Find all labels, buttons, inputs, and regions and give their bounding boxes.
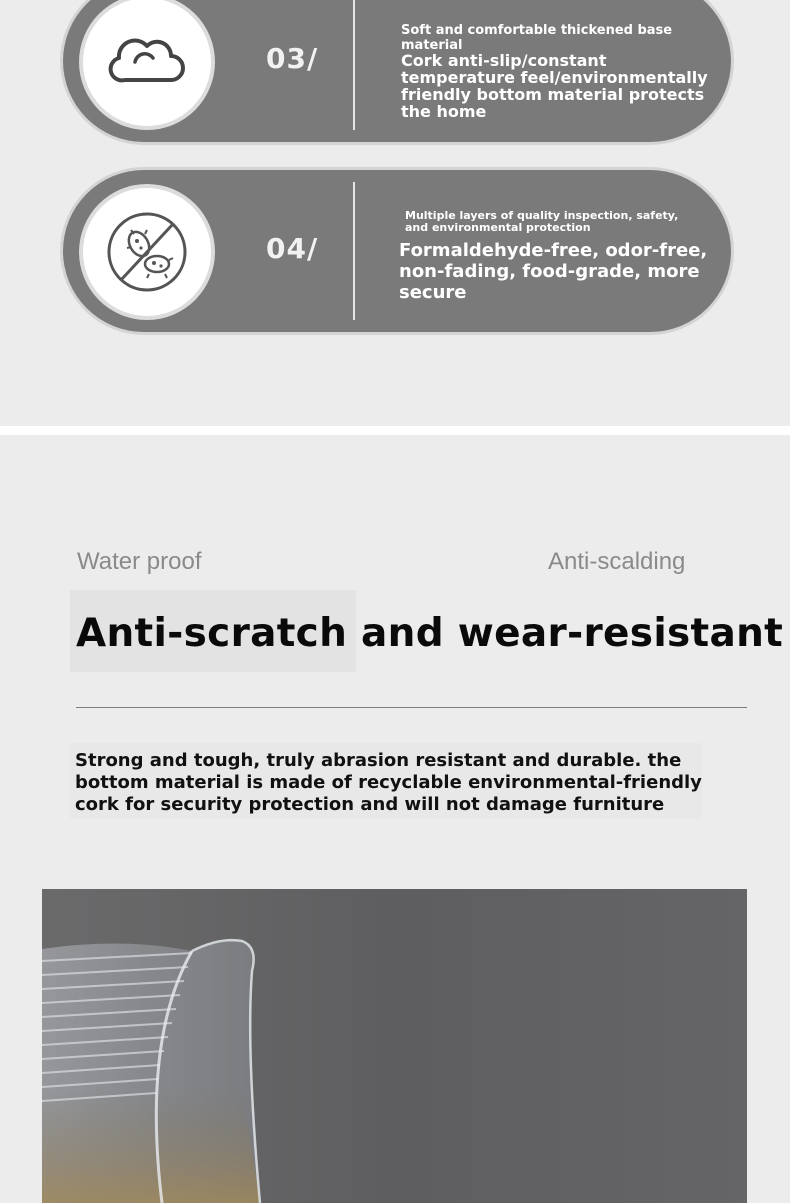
feature-icon-badge (83, 0, 211, 126)
feature-divider (353, 0, 355, 130)
no-bacteria-icon (103, 208, 191, 296)
section-description: Strong and tough, truly abrasion resistant and durable. the bottom material is made of recyclable environmental-friendly cork for security protection and will not damage furniture (75, 750, 702, 815)
property-section (0, 435, 790, 1203)
headline-rule (76, 707, 747, 708)
section-divider (0, 426, 790, 435)
feature-number: 03/ (266, 42, 319, 75)
property-label-anti-scalding: Anti-scalding (548, 548, 686, 575)
feature-description: Cork anti-slip/constant temperature feel/environmentally friendly bottom material protects the home (401, 51, 708, 121)
feature-card-04 (63, 170, 731, 332)
glass-cup-image (42, 889, 747, 1203)
features-section (0, 0, 790, 426)
product-photo (42, 889, 747, 1203)
section-headline: Anti-scratch and wear-resistant (76, 611, 784, 656)
feature-subtitle: Soft and comfortable thickened base material (401, 23, 673, 53)
cloud-icon (105, 32, 189, 92)
feature-card-03 (63, 0, 731, 142)
feature-number: 04/ (266, 232, 319, 265)
feature-description: Formaldehyde-free, odor-free, non-fading, food-grade, more secure (399, 240, 708, 303)
property-label-waterproof: Water proof (77, 548, 202, 575)
feature-divider (353, 182, 355, 320)
feature-subtitle: Multiple layers of quality inspection, safety, and environmental protection (405, 209, 679, 234)
feature-icon-badge (83, 188, 211, 316)
